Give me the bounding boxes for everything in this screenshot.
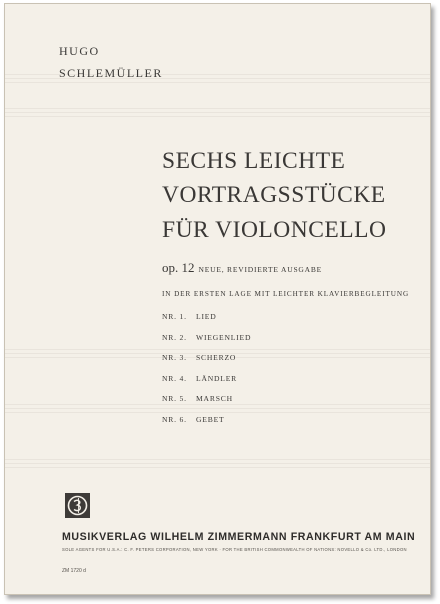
score-cover (4, 3, 431, 595)
piece-item (162, 415, 251, 436)
piece-number: NR. 1. (162, 312, 187, 321)
piece-item (162, 353, 251, 374)
piece-number: NR. 5. (162, 394, 187, 403)
opus-number: op. 12 (162, 260, 195, 275)
edition-note: NEUE, REVIDIERTE AUSGABE (198, 265, 323, 274)
piece-name: LÄNDLER (196, 373, 238, 383)
piece-name: GEBET (196, 414, 225, 424)
composer-last-name: SCHLEMÜLLER (59, 66, 163, 80)
opus-line (162, 260, 322, 276)
piece-item (162, 394, 251, 415)
subtitle: IN DER ERSTEN LAGE MIT LEICHTER KLAVIERBEGLEITUNG (162, 290, 410, 298)
piece-name: WIEGENLIED (196, 332, 252, 342)
piece-number: NR. 3. (162, 353, 187, 362)
piece-number: NR. 6. (162, 414, 187, 424)
piece-item (162, 333, 251, 354)
composer-first-name: HUGO (59, 44, 100, 58)
title-line-3: FÜR VIOLONCELLO (162, 217, 387, 243)
piece-name: LIED (196, 312, 217, 321)
piece-item (162, 312, 251, 333)
piece-item (162, 374, 251, 395)
piece-list (162, 312, 251, 435)
title-line-2: VORTRAGSSTÜCKE (162, 182, 386, 208)
publisher-name: MUSIKVERLAG WILHELM ZIMMERMANN FRANKFURT AM MAIN (62, 531, 416, 543)
sole-agents-note: SOLE AGENTS FOR U.S.A.: C. F. PETERS CORPORATION, NEW YORK · FOR THE BRITISH COMMONWEALTH OF NATIONS: NOVELLO & Co. LTD., LONDON (62, 547, 407, 552)
piece-number: NR. 4. (162, 373, 187, 383)
publisher-logo-icon (65, 493, 90, 518)
piece-number: NR. 2. (162, 332, 187, 342)
piece-name: SCHERZO (196, 353, 237, 362)
title-line-1: SECHS LEICHTE (162, 148, 346, 174)
piece-name: MARSCH (196, 394, 233, 403)
catalog-number: ZM 1720 d (62, 568, 86, 574)
